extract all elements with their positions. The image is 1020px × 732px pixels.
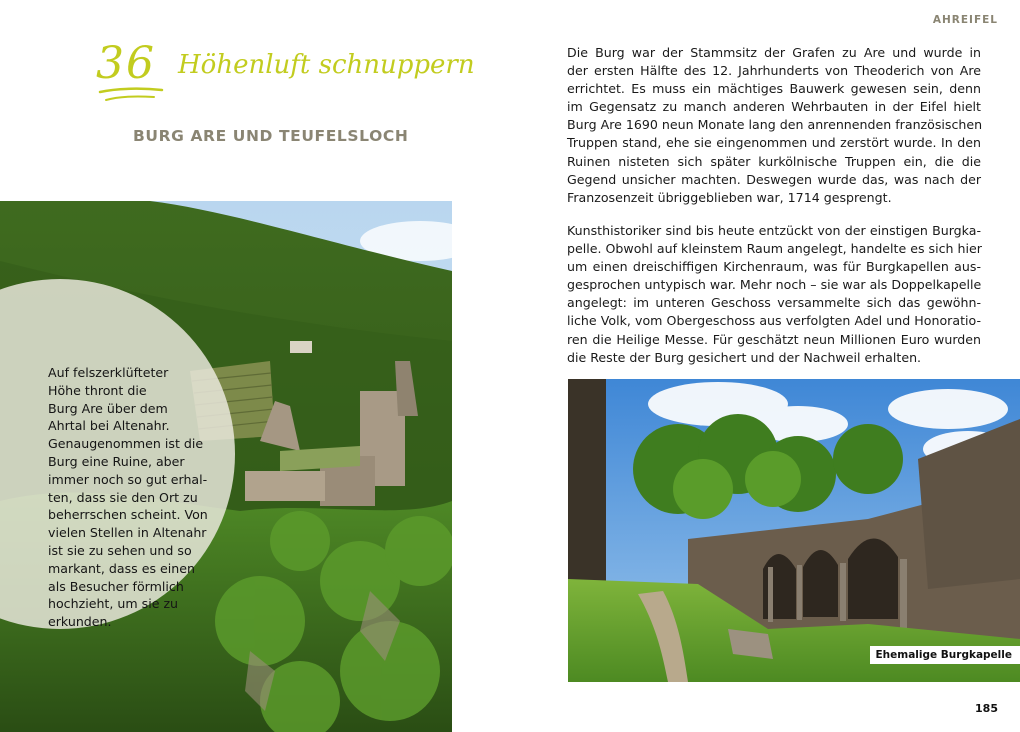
paragraph-line: im Gegensatz zu manch anderen Wehrbauten in der Eifel hielt: [567, 99, 981, 115]
paragraph-line: Ruinen nisteten sich später kurkölnische Truppen ein, die die: [567, 153, 981, 169]
page-number: 185: [975, 702, 998, 715]
right-page: [510, 0, 1020, 732]
paragraph-line: gesprochen untypisch war. Mehr noch – sie war als Doppelkapelle: [567, 277, 982, 293]
paragraph-line: Truppen stand, ehe sie eingenommen und zerstört wurde. In den: [567, 135, 981, 151]
chapter-number-underline: [98, 84, 168, 106]
chapter-number: 36: [96, 38, 156, 89]
intro-line: markant, dass es einen: [48, 560, 195, 576]
intro-line: beherrschen scheint. Von: [48, 507, 208, 523]
intro-text: [48, 364, 220, 631]
chapter-subtitle: BURG ARE UND TEUFELSLOCH: [133, 127, 409, 145]
intro-line: hochzieht, um sie zu: [48, 596, 179, 612]
intro-line: ten, dass sie den Ort zu: [48, 489, 198, 505]
paragraph-line: Franzosenzeit übriggeblieben war, 1714 gesprengt.: [567, 189, 892, 205]
paragraph-line: liche Volk, vom Obergeschoss aus verfolgten Adel und Honoratio-: [567, 313, 981, 329]
paragraph-line: um einen dreischiffigen Kirchenraum, was für Burgkapellen aus-: [567, 259, 981, 275]
intro-line: vielen Stellen in Altenahr: [48, 525, 207, 541]
paragraph-line: angelegt: im unteren Geschoss versammelte sich das gewöhn-: [567, 295, 981, 311]
paragraph-line: ren die Heilige Messe. Für geschätzt neun Millionen Euro wurden: [567, 331, 981, 347]
chapel-ruin-photo: [568, 379, 1020, 682]
chapter-title: Höhenluft schnuppern: [178, 50, 475, 80]
body-paragraph-2: [567, 222, 981, 367]
paragraph-line: Die Burg war der Stammsitz der Grafen zu Are und wurde in: [567, 45, 981, 60]
intro-line: Burg eine Ruine, aber: [48, 453, 185, 469]
intro-line: Auf felszerklüfteter: [48, 365, 169, 380]
body-paragraph-1: [567, 44, 981, 207]
intro-line: ist sie zu sehen und so: [48, 542, 192, 558]
intro-line: als Besucher förmlich: [48, 578, 184, 594]
paragraph-line: errichtet. Es muss ein mächtiges Bauwerk gewesen sein, denn: [567, 81, 981, 97]
intro-line: immer noch so gut erhal-: [48, 471, 208, 487]
paragraph-line: der ersten Hälfte des 12. Jahrhunderts von Theoderich von Are: [567, 63, 981, 79]
section-label: AHREIFEL: [932, 14, 998, 26]
paragraph-line: Burg Are 1690 neun Monate lang den anrennenden französischen: [567, 117, 983, 133]
intro-line: Ahrtal bei Altenahr.: [48, 418, 170, 434]
paragraph-line: Kunsthistoriker sind bis heute entzückt von der einstigen Burgka-: [567, 223, 981, 238]
intro-line: Genaugenommen ist die: [48, 436, 204, 452]
paragraph-line: Gegend unsicher machten. Deswegen wurde das, was nach der: [567, 171, 981, 187]
paragraph-line: die Reste der Burg gesichert und der Nachweil erhalten.: [567, 349, 922, 365]
photo-caption: Ehemalige Burgkapelle: [870, 646, 1020, 664]
intro-line: erkunden.: [48, 614, 112, 630]
intro-line: Höhe thront die: [48, 382, 147, 398]
paragraph-line: pelle. Obwohl auf kleinstem Raum angelegt, handelte es sich hier: [567, 241, 982, 257]
intro-line: Burg Are über dem: [48, 400, 168, 416]
